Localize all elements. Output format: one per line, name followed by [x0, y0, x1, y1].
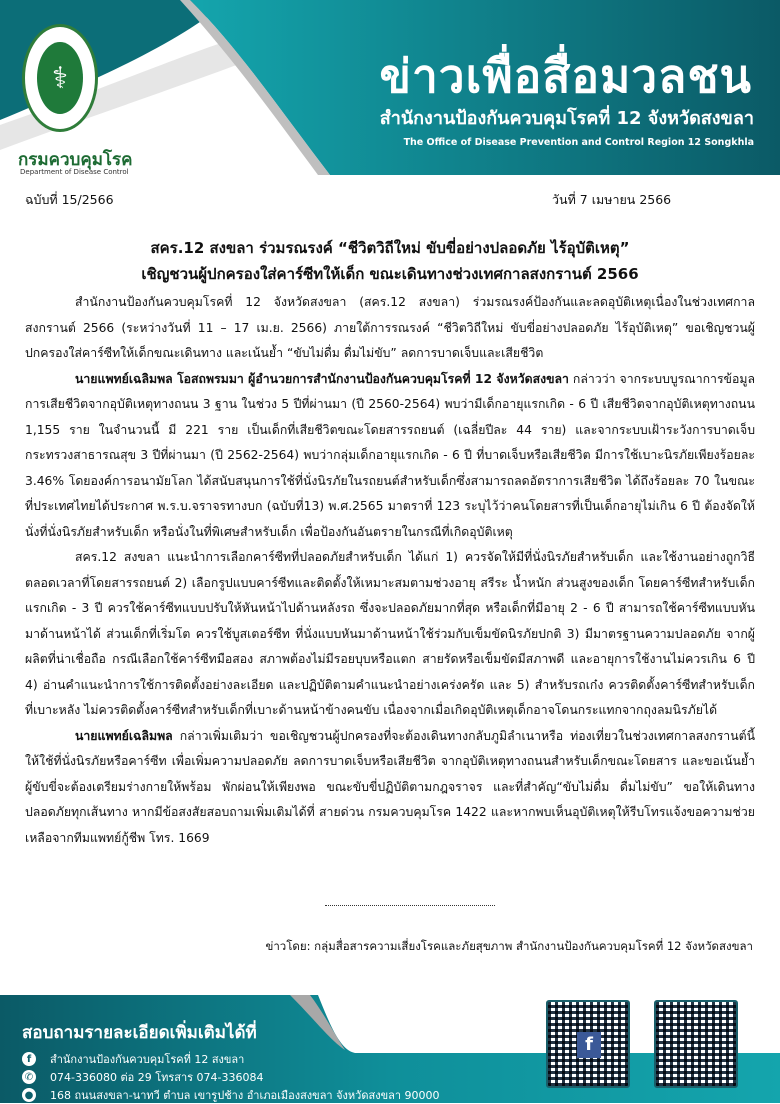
- facebook-contact[interactable]: [22, 1050, 244, 1068]
- phone-icon: ✆: [22, 1070, 36, 1084]
- facebook-qr-code[interactable]: [546, 1000, 630, 1088]
- department-name-th: กรมควบคุมโรค: [18, 150, 133, 170]
- speaker-name: นายแพทย์เฉลิมพล: [75, 728, 173, 743]
- facebook-label: สำนักงานป้องกันควบคุมโรคที่ 12 สงขลา: [50, 1053, 245, 1066]
- facebook-icon: f: [22, 1052, 36, 1066]
- brand-english: The Office of Disease Prevention and Control Region 12 Songkhla: [403, 137, 754, 148]
- paragraph: สำนักงานป้องกันควบคุมโรคที่ 12 จังหวัดสงขลา (สคร.12 สงขลา) ร่วมรณรงค์ป้องกันและลดอุบัติเหตุเนื่องในช่วงเทศกาลสงกรานต์ 2566 (ระหว่างวันที่ 11 – 17 เม.ย. 2566) ภายใต้การรณรงค์ “ชีวิตวิถีใหม่ ขับขี่อย่างปลอดภัย ไร้อุบัติเหตุ” ขอเชิญชวนผู้ปกครองใส่คาร์ซีทให้เด็กขณะเดินทาง และเน้นย้ำ “ขับไม่ดื่ม ดื่มไม่ขับ” ลดการบาดเจ็บและเสียชีวิต: [25, 295, 755, 360]
- separator: [325, 905, 495, 906]
- headline-line-2: เชิญชวนผู้ปกครองใส่คาร์ซีทให้เด็ก ขณะเดินทางช่วงเทศกาลสงกรานต์ 2566: [141, 265, 639, 283]
- speaker-name: นายแพทย์เฉลิมพล โอสถพรมมา ผู้อำนวยการสำนักงานป้องกันควบคุมโรคที่ 12 จังหวัดสงขลา: [75, 371, 569, 386]
- letterhead: [0, 0, 780, 180]
- issue-date: วันที่ 7 เมษายน 2566: [552, 192, 672, 207]
- website-qr-code[interactable]: [654, 1000, 738, 1088]
- footer-title: สอบถามรายละเอียดเพิ่มเติมได้ที่: [22, 1023, 257, 1043]
- phone-contact: [22, 1068, 264, 1086]
- caduceus-icon: ⚕: [37, 42, 83, 114]
- brand-subtitle: สำนักงานป้องกันควบคุมโรคที่ 12 จังหวัดสงขลา: [379, 108, 754, 129]
- byline: ข่าวโดย: กลุ่มสื่อสารความเสี่ยงโรคและภัยสุขภาพ สำนักงานป้องกันควบคุมโรคที่ 12 จังหวัดสงขลา: [265, 939, 753, 953]
- brand-title: ข่าวเพื่อสื่อมวลชน: [379, 49, 752, 103]
- issue-number: ฉบับที่ 15/2566: [25, 192, 114, 207]
- department-name-en: Department of Disease Control: [20, 168, 129, 176]
- ministry-logo: [22, 24, 98, 132]
- paragraph: นายแพทย์เฉลิมพล โอสถพรมมา ผู้อำนวยการสำนักงานป้องกันควบคุมโรคที่ 12 จังหวัดสงขลา กล่าวว่า จากระบบบูรณาการข้อมูลการเสียชีวิตจากอุบัติเหตุทางถนน 3 ฐาน ในช่วง 5 ปีที่ผ่านมา (ปี 2560-2564) พบว่ามีเด็กอายุแรกเกิด - 6 ปี เสียชีวิตจากอุบัติเหตุทางถนน 1,155 ราย ในจำนวนนี้ มี 221 ราย เป็นเด็กที่เสียชีวิตขณะโดยสารรถยนต์ (เฉลี่ยปีละ 44 ราย) และจากระบบเฝ้าระวังการบาดเจ็บ กระทรวงสาธารณสุข 3 ปีที่ผ่านมา (ปี 2562-2564) พบว่ากลุ่มเด็กอายุแรกเกิด - 6 ปี ที่บาดเจ็บหรือเสียชีวิต มีการใช้เบาะนิรภัยเพียงร้อยละ 3.46% โดยองค์การอนามัยโลก ได้สนับสนุนการใช้ที่นั่งนิรภัยในรถยนต์สำหรับเด็กซึ่งสามารถลดอัตราการเสียชีวิต ได้ถึงร้อยละ 70 ในขณะที่ประเทศไทยได้ประกาศ พ.ร.บ.จราจรทางบก (ฉบับที่13) พ.ศ.2565 มาตราที่ 123 ระบุไว้ว่าคนโดยสารที่เป็นเด็กอายุไม่เกิน 6 ปี ต้องจัดให้นั่งที่นั่งนิรภัยสำหรับเด็ก หรือนั่งในที่พิเศษสำหรับเด็ก เพื่อป้องกันอันตรายในกรณีที่เกิดอุบัติเหตุ: [25, 371, 755, 539]
- facebook-icon: f: [577, 1032, 601, 1058]
- location-pin-icon: ●: [22, 1088, 36, 1102]
- paragraph: นายแพทย์เฉลิมพล กล่าวเพิ่มเติมว่า ขอเชิญชวนผู้ปกครองที่จะต้องเดินทางกลับภูมิลำเนาหรือ ท่องเที่ยวในช่วงเทศกาลสงกรานต์นี้ ให้ใช้ที่นั่งนิรภัยหรือคาร์ซีท เพื่อเพิ่มความปลอดภัย ลดการบาดเจ็บหรือเสียชีวิต จากอุบัติเหตุทางถนนสำหรับเด็กขณะโดยสาร และขอเน้นย้ำ ผู้ขับขี่จะต้องเตรียมร่างกายให้พร้อม พักผ่อนให้เพียงพอ ขณะขับขี่ปฏิบัติตามกฎจราจร และที่สำคัญ“ขับไม่ดื่ม ดื่มไม่ขับ” ขอให้เดินทางปลอดภัยทุกเส้นทาง หากมีข้อสงสัยสอบถามเพิ่มเติมได้ที่ สายด่วน กรมควบคุมโรค 1422 และหากพบเห็นอุบัติเหตุให้รีบโทรแจ้งขอความช่วยเหลือจากทีมแพทย์กู้ชีพ โทร. 1669: [25, 728, 755, 845]
- phone-label: 074-336080 ต่อ 29 โทรสาร 074-336084: [50, 1071, 264, 1084]
- paragraph: สคร.12 สงขลา แนะนำการเลือกคาร์ซีทที่ปลอดภัยสำหรับเด็ก ได้แก่ 1) ควรจัดให้มีที่นั่งนิรภัยสำหรับเด็ก และใช้งานอย่างถูกวิธีตลอดเวลาที่โดยสารรถยนต์ 2) เลือกรูปแบบคาร์ซีทและติดตั้งให้เหมาะสมตามช่วงอายุ สรีระ น้ำหนัก ส่วนสูงของเด็ก โดยคาร์ซีทสำหรับเด็กแรกเกิด - 3 ปี ควรใช้คาร์ซีทแบบปรับให้หันหน้าไปด้านหลังรถ ซึ่งจะปลอดภัยมากที่สุด หรือเด็กที่มีอายุ 2 - 6 ปี สามารถใช้คาร์ซีทแบบหันมาด้านหน้าได้ ส่วนเด็กที่เริ่มโต ควรใช้บูสเตอร์ซีท ที่นั่งแบบหันมาด้านหน้าใช้ร่วมกับเข็มขัดนิรภัยปกติ 3) มีมาตรฐานความปลอดภัย จากผู้ผลิตที่น่าเชื่อถือ กรณีเลือกใช้คาร์ซีทมือสอง สภาพต้องไม่มีรอยบุบหรือแตก สายรัดหรือเข็มขัดมีสภาพดี และอายุการใช้งานไม่ควรเกิน 6 ปี 4) อ่านคำแนะนำการใช้การติดตั้งอย่างละเอียด และปฏิบัติตามคำแนะนำอย่างเคร่งครัด และ 5) สำหรับรถเก๋ง ควรติดตั้งคาร์ซีทสำหรับเด็กที่เบาะหลัง ไม่ควรติดตั้งคาร์ซีทสำหรับเด็กที่เบาะด้านหน้าข้างคนขับ เนื่องจากเมื่อเกิดอุบัติเหตุเด็กอาจโดนกระแทกจากถุงลมนิรภัยได้: [25, 550, 755, 717]
- address-label: 168 ถนนสงขลา-นาทวี ตำบล เขารูปช้าง อำเภอเมืองสงขลา จังหวัดสงขลา 90000: [50, 1089, 440, 1102]
- address-contact: [22, 1086, 440, 1104]
- article-body: [25, 290, 755, 851]
- headline-line-1: สคร.12 สงขลา ร่วมรณรงค์ “ชีวิตวิถีใหม่ ขับขี่อย่างปลอดภัย ไร้อุบัติเหตุ”: [150, 239, 630, 257]
